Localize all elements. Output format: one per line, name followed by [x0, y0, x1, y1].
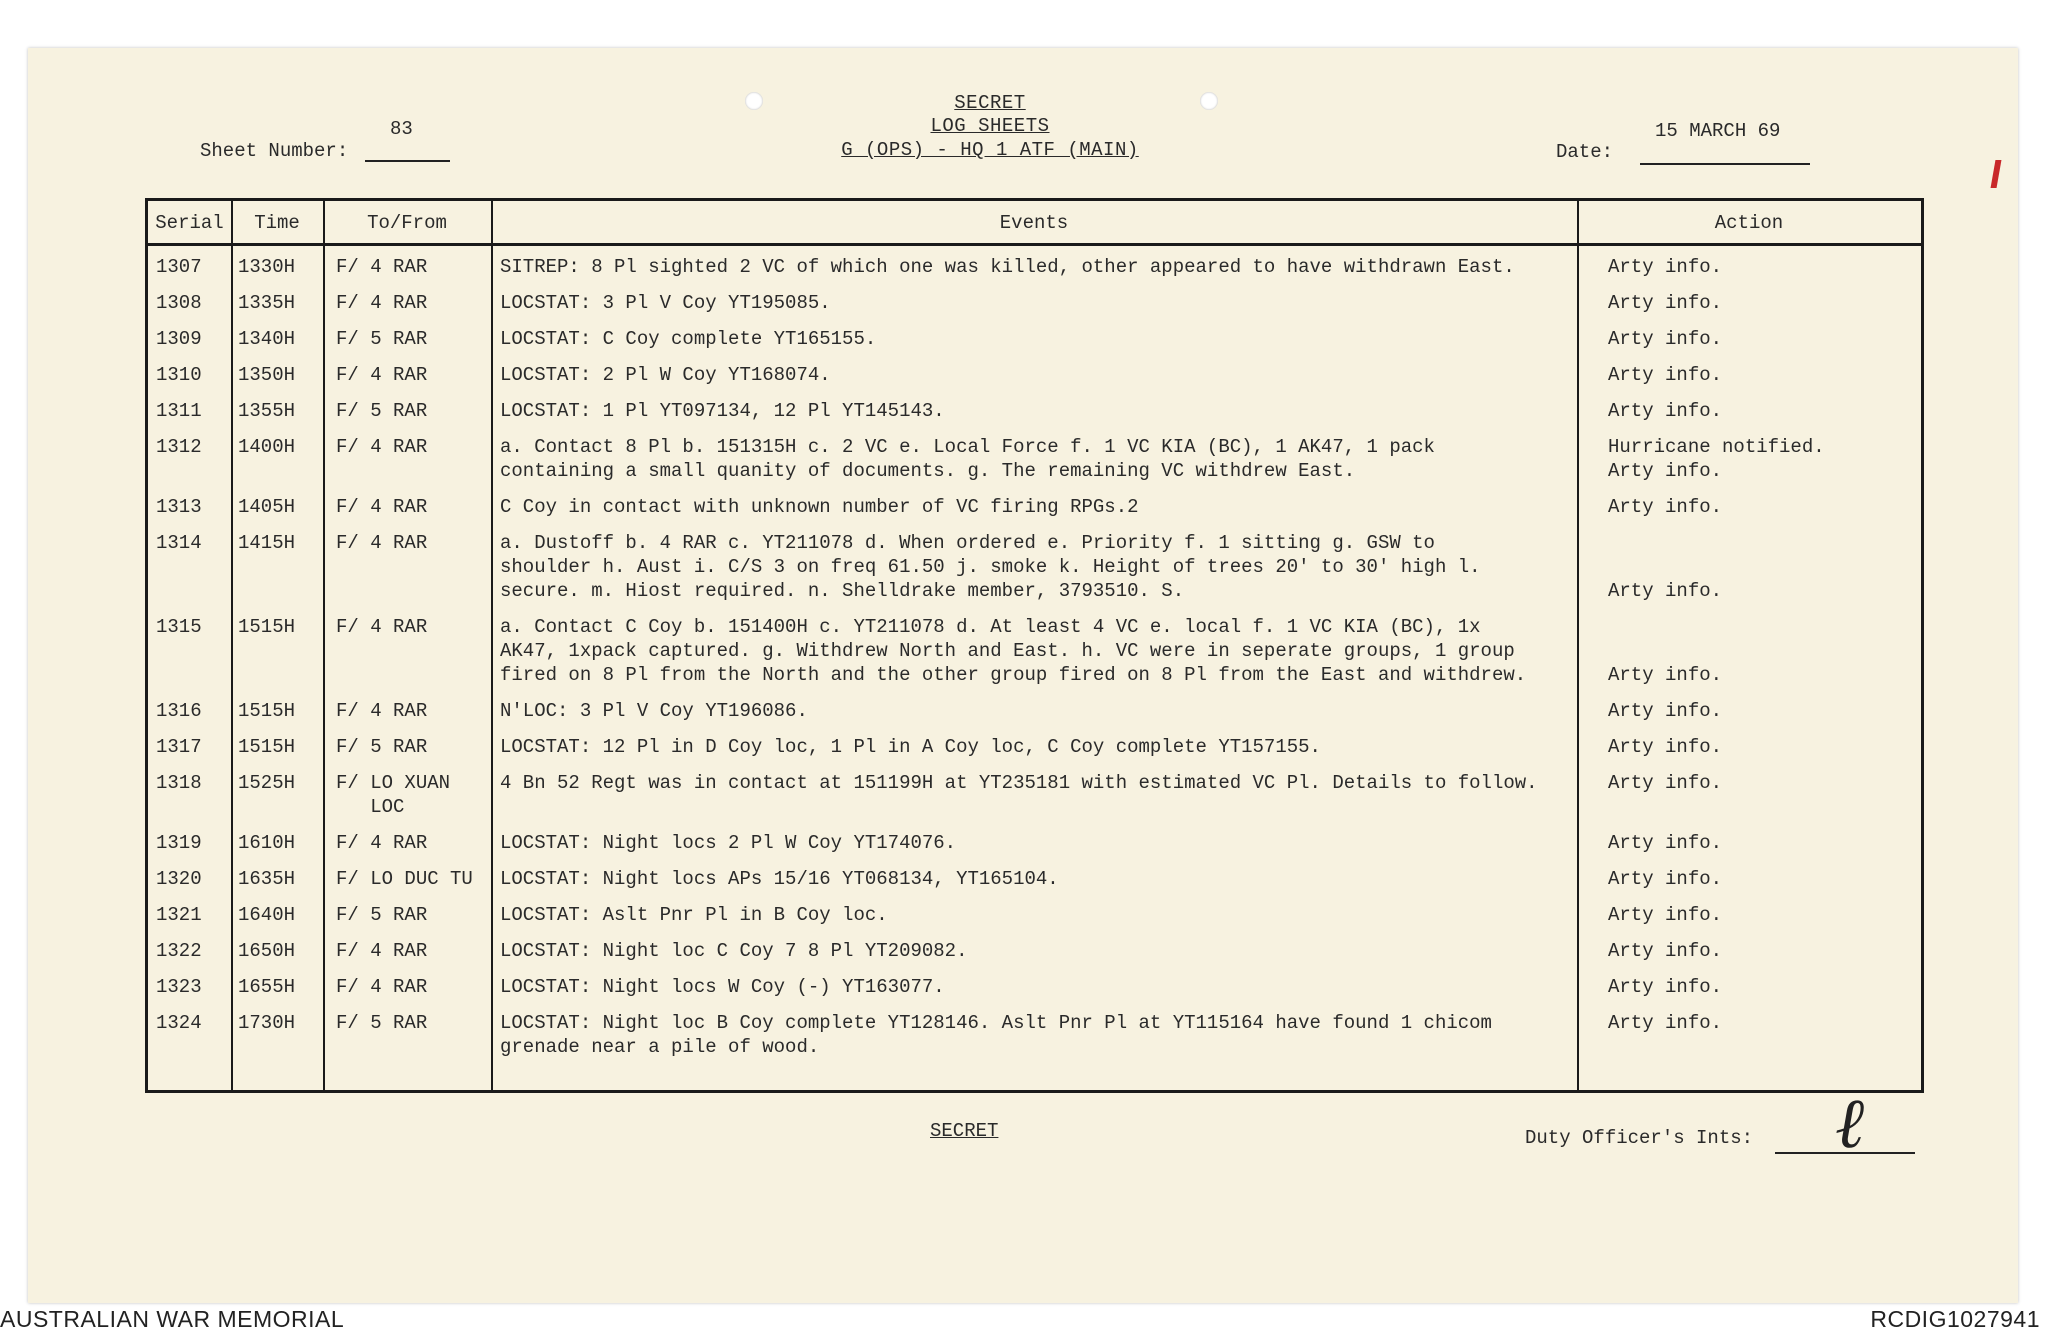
events-cell: LOCSTAT: C Coy complete YT165155.	[500, 328, 877, 350]
time-cell: 1730H	[238, 1012, 296, 1034]
action-cell: Arty info.	[1608, 664, 1723, 686]
events-cell: LOCSTAT: 3 Pl V Coy YT195085.	[500, 292, 831, 314]
date-value: 15 MARCH 69	[1655, 120, 1781, 142]
archive-reference: RCDIG1027941	[1870, 1306, 2040, 1332]
serial-cell: 1324	[156, 1012, 202, 1034]
to-from-cell: F/ 4 RAR	[336, 616, 428, 638]
time-cell: 1640H	[238, 904, 296, 926]
action-cell: Arty info.	[1608, 904, 1723, 926]
column-header-events: Events	[491, 201, 1577, 246]
events-cell: 4 Bn 52 Regt was in contact at 151199H at YT235181 with estimated VC Pl. Details to follow.	[500, 772, 1538, 794]
to-from-cell: F/ 4 RAR	[336, 700, 428, 722]
action-cell: Arty info.	[1608, 736, 1723, 758]
action-cell: Arty info.	[1608, 364, 1723, 386]
to-from-cell: F/ 4 RAR	[336, 496, 428, 518]
time-cell: 1635H	[238, 868, 296, 890]
time-cell: 1355H	[238, 400, 296, 422]
date-label: Date:	[1556, 141, 1614, 163]
serial-cell: 1309	[156, 328, 202, 350]
serial-cell: 1318	[156, 772, 202, 794]
events-cell: LOCSTAT: Night locs APs 15/16 YT068134, YT165104.	[500, 868, 1059, 890]
events-cell: N'LOC: 3 Pl V Coy YT196086.	[500, 700, 808, 722]
action-cell: Arty info.	[1608, 580, 1723, 602]
to-from-cell: F/ 4 RAR	[336, 292, 428, 314]
serial-cell: 1310	[156, 364, 202, 386]
time-cell: 1650H	[238, 940, 296, 962]
to-from-cell: F/ 4 RAR	[336, 832, 428, 854]
events-cell: SITREP: 8 Pl sighted 2 VC of which one was killed, other appeared to have withdrawn East.	[500, 256, 1515, 278]
to-from-cell: F/ 4 RAR	[336, 436, 428, 458]
sheet-number-line	[365, 160, 450, 162]
column-header-to-from: To/From	[323, 201, 491, 246]
action-cell: Arty info.	[1608, 328, 1723, 350]
to-from-cell: F/ 4 RAR	[336, 256, 428, 278]
action-cell: Arty info.	[1608, 400, 1723, 422]
events-cell: a. Contact 8 Pl b. 151315H c. 2 VC e. Local Force f. 1 VC KIA (BC), 1 AK47, 1 pack containing a small quanity of documents. g. The remaining VC withdrew East.	[500, 436, 1435, 482]
action-cell: Arty info.	[1608, 1012, 1723, 1034]
serial-cell: 1316	[156, 700, 202, 722]
column-header-serial: Serial	[148, 201, 231, 246]
punch-hole	[1200, 92, 1218, 110]
to-from-cell: F/ 5 RAR	[336, 1012, 428, 1034]
action-cell: Arty info.	[1608, 940, 1723, 962]
serial-cell: 1308	[156, 292, 202, 314]
time-cell: 1515H	[238, 700, 296, 722]
to-from-cell: F/ LO DUC TU	[336, 868, 473, 890]
action-cell: Arty info.	[1608, 832, 1723, 854]
events-cell: LOCSTAT: Night loc B Coy complete YT128146. Aslt Pnr Pl at YT115164 have found 1 chicom grenade near a pile of wood.	[500, 1012, 1492, 1058]
time-cell: 1415H	[238, 532, 296, 554]
time-cell: 1515H	[238, 616, 296, 638]
serial-cell: 1319	[156, 832, 202, 854]
log-table	[145, 198, 1924, 1093]
column-header-action: Action	[1577, 201, 1921, 246]
events-cell: a. Contact C Coy b. 151400H c. YT211078 d. At least 4 VC e. local f. 1 VC KIA (BC), 1x AK47, 1xpack captured. g. Withdrew North and East. h. VC were in seperate groups, 1 group fired on 8 Pl from the North and the other group fired on 8 Pl from the East and withdrew.	[500, 616, 1527, 686]
serial-cell: 1307	[156, 256, 202, 278]
sheet-number-value: 83	[390, 118, 413, 140]
events-cell: a. Dustoff b. 4 RAR c. YT211078 d. When ordered e. Priority f. 1 sitting g. GSW to shoulder h. Aust i. C/S 3 on freq 61.50 j. smoke k. Height of trees 20' to 30' high l. secure. m. Hiost required. n. Shelldrake member, 3793510. S.	[500, 532, 1481, 602]
serial-cell: 1312	[156, 436, 202, 458]
document-subtitle: G (OPS) - HQ 1 ATF (MAIN)	[841, 139, 1139, 161]
time-cell: 1515H	[238, 736, 296, 758]
date-line	[1640, 163, 1810, 165]
events-cell: LOCSTAT: 1 Pl YT097134, 12 Pl YT145143.	[500, 400, 945, 422]
events-cell: C Coy in contact with unknown number of VC firing RPGs.2	[500, 496, 1139, 518]
classification-bottom: SECRET	[930, 1120, 999, 1142]
serial-cell: 1315	[156, 616, 202, 638]
serial-cell: 1323	[156, 976, 202, 998]
document-title: LOG SHEETS	[930, 115, 1050, 137]
time-cell: 1610H	[238, 832, 296, 854]
to-from-cell: F/ 5 RAR	[336, 736, 428, 758]
events-cell: LOCSTAT: Aslt Pnr Pl in B Coy loc.	[500, 904, 888, 926]
time-cell: 1405H	[238, 496, 296, 518]
duty-officer-label: Duty Officer's Ints:	[1525, 1127, 1754, 1149]
action-cell: Arty info.	[1608, 772, 1723, 794]
to-from-cell: F/ 4 RAR	[336, 940, 428, 962]
action-cell: Arty info.	[1608, 976, 1723, 998]
to-from-cell: F/ 5 RAR	[336, 328, 428, 350]
to-from-cell: F/ 4 RAR	[336, 364, 428, 386]
classification-top: SECRET	[954, 92, 1026, 114]
punch-hole	[745, 92, 763, 110]
to-from-cell: F/ LO XUAN LOC	[336, 772, 451, 818]
archive-credit: AUSTRALIAN WAR MEMORIAL	[0, 1306, 345, 1332]
to-from-cell: F/ 5 RAR	[336, 904, 428, 926]
time-cell: 1330H	[238, 256, 296, 278]
serial-cell: 1314	[156, 532, 202, 554]
time-cell: 1335H	[238, 292, 296, 314]
time-cell: 1350H	[238, 364, 296, 386]
column-divider	[231, 201, 233, 1090]
action-cell: Arty info.	[1608, 292, 1723, 314]
sheet-number-label: Sheet Number:	[200, 140, 349, 162]
column-header-time: Time	[231, 201, 323, 246]
column-divider	[491, 201, 493, 1090]
to-from-cell: F/ 4 RAR	[336, 532, 428, 554]
to-from-cell: F/ 5 RAR	[336, 400, 428, 422]
action-cell: Hurricane notified. Arty info.	[1608, 436, 1825, 482]
time-cell: 1525H	[238, 772, 296, 794]
serial-cell: 1320	[156, 868, 202, 890]
events-cell: LOCSTAT: Night loc C Coy 7 8 Pl YT209082.	[500, 940, 968, 962]
events-cell: LOCSTAT: Night locs 2 Pl W Coy YT174076.	[500, 832, 957, 854]
action-cell: Arty info.	[1608, 868, 1723, 890]
events-cell: LOCSTAT: 12 Pl in D Coy loc, 1 Pl in A Coy loc, C Coy complete YT157155.	[500, 736, 1321, 758]
serial-cell: 1311	[156, 400, 202, 422]
time-cell: 1655H	[238, 976, 296, 998]
to-from-cell: F/ 4 RAR	[336, 976, 428, 998]
time-cell: 1400H	[238, 436, 296, 458]
action-cell: Arty info.	[1608, 700, 1723, 722]
events-cell: LOCSTAT: Night locs W Coy (-) YT163077.	[500, 976, 945, 998]
serial-cell: 1313	[156, 496, 202, 518]
action-cell: Arty info.	[1608, 256, 1723, 278]
column-divider	[323, 201, 325, 1090]
action-cell: Arty info.	[1608, 496, 1723, 518]
time-cell: 1340H	[238, 328, 296, 350]
handwritten-initials: ℓ	[1835, 1086, 1865, 1163]
events-cell: LOCSTAT: 2 Pl W Coy YT168074.	[500, 364, 831, 386]
serial-cell: 1321	[156, 904, 202, 926]
serial-cell: 1322	[156, 940, 202, 962]
serial-cell: 1317	[156, 736, 202, 758]
